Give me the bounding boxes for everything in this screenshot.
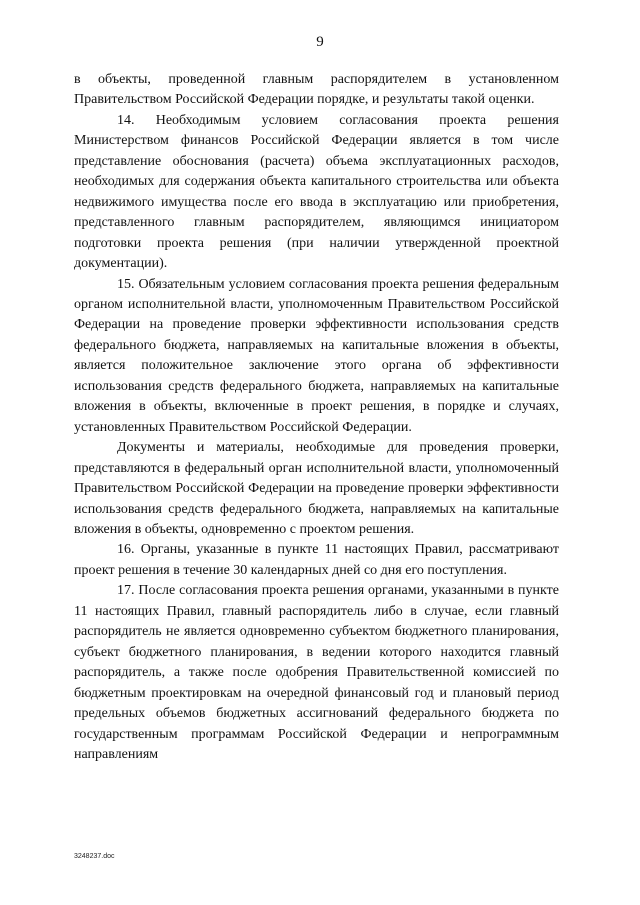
paragraph-15-documents: Документы и материалы, необходимые для проведения проверки, представляются в федеральный орган исполнительной власти, уполномоченный Правительством Российской Федерации на проведение проверки эффективности использования средств федерального бюджета, направляемых на капитальные вложения в объекты, одновременно с проектом решения. <box>74 440 559 537</box>
page-number: 9 <box>316 34 324 50</box>
paragraph-16: 16. Органы, указанные в пункте 11 настоящих Правил, рассматривают проект решения в течение 30 календарных дней со дня его поступления. <box>74 542 559 578</box>
paragraph-continuation: в объекты, проведенной главным распорядителем в установленном Правительством Российской Федерации порядке, и результаты такой оценки. <box>74 72 559 108</box>
paragraph-14: 14. Необходимым условием согласования проекта решения Министерством финансов Российской Федерации является в том числе представление обоснования (расчета) объема эксплуатационных расходов, необходимых для содержания объекта капитального строительства или объекта недвижимого имущества после его ввода в эксплуатацию или приобретения, представленного главным распорядителем, являющимся инициатором подготовки проекта решения (при наличии утвержденной проектной документации). <box>74 112 559 272</box>
document-body <box>74 70 559 765</box>
paragraph-15: 15. Обязательным условием согласования проекта решения федеральным органом исполнительной власти, уполномоченным Правительством Российской Федерации на проведение проверки эффективности использования средств федерального бюджета, направляемых на капитальные вложения в объекты, является положительное заключение этого органа об эффективности использования средств федерального бюджета, направляемых на капитальные вложения в объекты, включенные в проект решения, в порядке и случаях, установленных Правительством Российской Федерации. <box>74 276 559 435</box>
paragraph-17: 17. После согласования проекта решения органами, указанными в пункте 11 настоящих Правил, главный распорядитель либо в случае, если главный распорядитель не является одновременно субъектом бюджетного планирования, субъект бюджетного планирования, в ведении которого находится главный распорядитель, а также после одобрения Правительственной комиссией по бюджетным проектировкам на очередной финансовый год и плановый период предельных объемов бюджетных ассигнований федерального бюджета по государственным программам Российской Федерации и непрограммным направлениям <box>74 583 559 762</box>
document-file-code: 3248237.doc <box>74 853 115 860</box>
